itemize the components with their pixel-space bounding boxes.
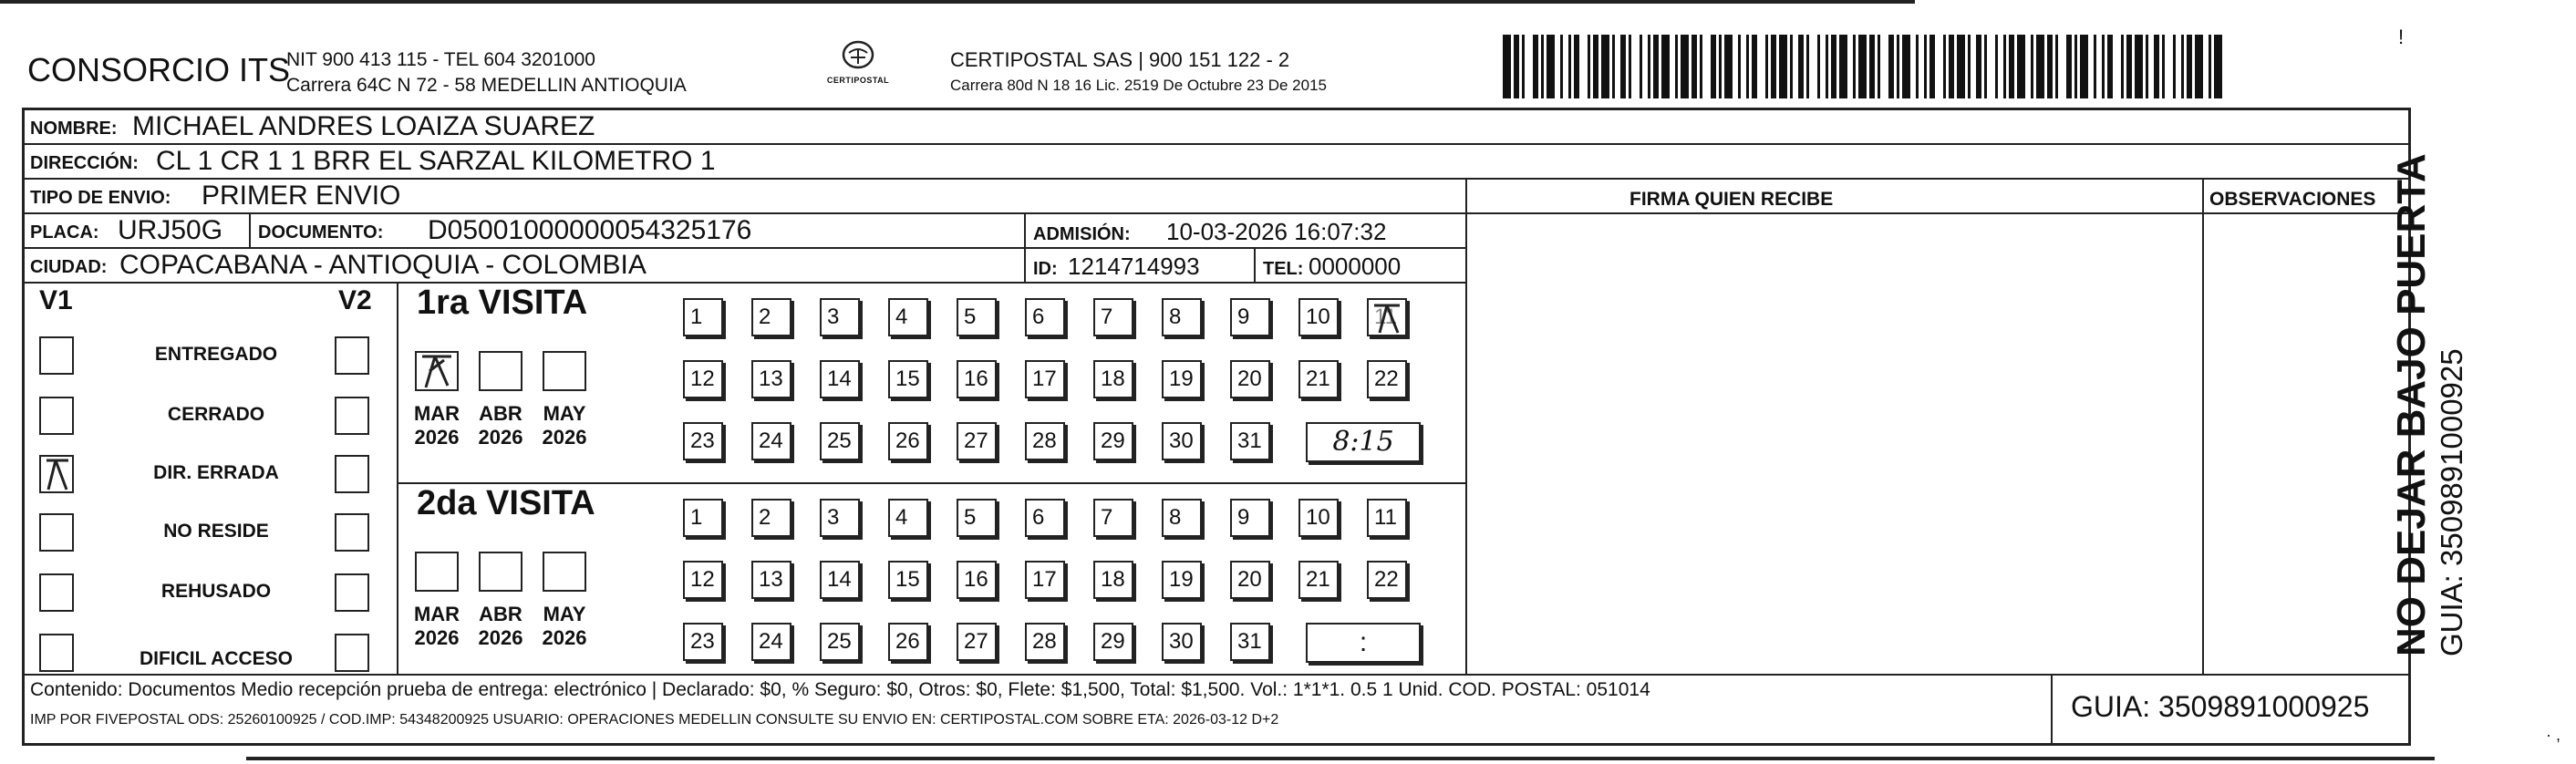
barcode-bar	[2047, 35, 2053, 98]
day-box[interactable]: 28	[1025, 422, 1065, 460]
month-label	[408, 402, 466, 449]
barcode-bar	[1593, 35, 1598, 98]
name-label: NOMBRE:	[30, 119, 118, 139]
barcode-bar	[1700, 35, 1702, 98]
barcode-bar	[1533, 35, 1538, 98]
barcode-bar	[2074, 35, 2077, 98]
day-box[interactable]: 6	[1025, 499, 1065, 537]
visit2-status-checkbox[interactable]	[335, 336, 369, 375]
day-box[interactable]	[1367, 298, 1407, 336]
admission-divider	[1024, 212, 1026, 282]
day-box[interactable]: 2	[751, 298, 791, 336]
row-divider	[25, 143, 2408, 145]
barcode-bar	[1547, 35, 1555, 98]
company-name: CONSORCIO ITS	[27, 51, 291, 88]
barcode-bar	[1514, 35, 1519, 98]
barcode-bar	[1612, 35, 1615, 98]
carrier-line: CERTIPOSTAL SAS | 900 151 122 - 2	[950, 48, 1290, 71]
barcode-bar	[2214, 35, 2222, 98]
barcode-bar	[1878, 35, 1880, 98]
barcode-bar	[2107, 35, 2113, 98]
day-box[interactable]: 4	[888, 298, 928, 336]
barcode-bar	[2036, 35, 2044, 98]
barcode-bar	[1588, 35, 1590, 98]
no-dejar-notice: NO DEJAR BAJO PUERTA	[2389, 153, 2434, 656]
status-option-label: DIFICIL ACCESO	[139, 648, 293, 669]
barcode-bar	[2094, 35, 2096, 98]
day-box[interactable]: 25	[820, 623, 860, 661]
id-label: ID:	[1033, 259, 1058, 279]
visit2-status-checkbox[interactable]	[335, 513, 369, 552]
logo-text: CERTIPOSTAL	[826, 76, 890, 85]
barcode-bar	[1943, 35, 1946, 98]
row-divider	[25, 212, 2408, 214]
month-checkbox[interactable]	[479, 351, 522, 391]
visit2-status-checkbox[interactable]	[335, 573, 369, 612]
month-checkbox[interactable]	[479, 552, 522, 592]
status-divider	[397, 282, 398, 674]
day-box[interactable]: 22	[1367, 360, 1407, 398]
barcode-bar	[1711, 35, 1716, 98]
barcode-bar	[1798, 35, 1804, 98]
bottom-cut-line	[246, 757, 2435, 760]
day-box[interactable]: 5	[957, 499, 997, 537]
barcode-bar	[1779, 35, 1787, 98]
barcode-bar	[1691, 35, 1697, 98]
day-box[interactable]: 23	[683, 422, 723, 460]
month-label	[535, 603, 594, 650]
side-guia: GUIA: 3509891000925	[2435, 348, 2468, 656]
day-box[interactable]: 14	[820, 561, 860, 599]
day-box[interactable]: 1	[683, 298, 723, 336]
day-box[interactable]: 27	[957, 422, 997, 460]
barcode-bar	[1984, 35, 1987, 98]
barcode-bar	[1929, 35, 1935, 98]
month-name: MAR	[413, 603, 460, 625]
day-box[interactable]: 10	[1298, 298, 1339, 336]
month-label	[471, 603, 530, 650]
barcode-bar	[1601, 35, 1609, 98]
month-name: MAY	[543, 603, 586, 625]
day-box[interactable]: 3	[820, 499, 860, 537]
visit1-status-checkbox[interactable]	[39, 397, 74, 435]
barcode-bar	[1574, 35, 1579, 98]
barcode-bar	[1957, 35, 1965, 98]
content-summary: Contenido: Documentos Medio recepción prueba de entrega: electrónico | Declarado: $0, % Seguro: $0, Otros: $0, Flete: $1,500, Total: $1,500. Vol.: 1*1*1. 0.5 1 Unid. COD. POSTAL: 051014	[30, 679, 1650, 700]
barcode-bar	[2017, 35, 2025, 98]
barcode	[1503, 35, 2223, 98]
row-divider	[25, 247, 1465, 249]
observations-divider	[2202, 178, 2204, 674]
day-box[interactable]: 18	[1093, 561, 1133, 599]
status-option-label: ENTREGADO	[154, 344, 278, 365]
barcode-bar	[1771, 35, 1776, 98]
barcode-bar	[1541, 35, 1544, 98]
barcode-bar	[1897, 35, 1899, 98]
recipient-address: CL 1 CR 1 1 BRR EL SARZAL KILOMETRO 1	[156, 146, 716, 176]
document-label: DOCUMENTO:	[258, 222, 384, 243]
id-value: 1214714993	[1068, 253, 1200, 280]
month-checkbox[interactable]	[415, 552, 459, 592]
month-name: MAR	[413, 402, 460, 425]
month-checkbox[interactable]	[415, 351, 459, 391]
guia-divider	[2051, 674, 2053, 743]
barcode-bar	[1853, 35, 1856, 98]
visit1-column-header: V1	[39, 285, 73, 315]
barcode-bar	[1724, 35, 1733, 98]
barcode-bar	[1560, 35, 1563, 98]
visit-title: 1ra VISITA	[417, 284, 588, 322]
status-option-label: NO RESIDE	[163, 521, 269, 542]
barcode-bar	[1888, 35, 1894, 98]
day-box[interactable]: 7	[1093, 298, 1133, 336]
barcode-bar	[1648, 35, 1650, 98]
barcode-bar	[2126, 35, 2132, 98]
barcode-bar	[1869, 35, 1875, 98]
barcode-bar	[2187, 35, 2192, 98]
day-box[interactable]: 23	[683, 623, 723, 661]
nit-line: NIT 900 413 115 - TEL 604 3201000	[286, 49, 595, 70]
barcode-bar	[1826, 35, 1828, 98]
logo-emblem-icon	[840, 40, 876, 71]
day-box[interactable]: 25	[820, 422, 860, 460]
day-box[interactable]: 30	[1162, 623, 1202, 661]
month-year: 2026	[542, 626, 587, 649]
barcode-bar	[1806, 35, 1809, 98]
barcode-bar	[1746, 35, 1749, 98]
day-box[interactable]: 19	[1162, 561, 1202, 599]
day-box[interactable]: 29	[1093, 623, 1133, 661]
day-box[interactable]: 26	[888, 422, 928, 460]
day-box[interactable]: 31	[1230, 422, 1270, 460]
day-box[interactable]: 9	[1230, 499, 1270, 537]
barcode-bar	[1653, 35, 1659, 98]
barcode-bar	[2146, 35, 2148, 98]
day-box[interactable]: 26	[888, 623, 928, 661]
plate-divider	[249, 212, 251, 247]
barcode-bar	[2080, 35, 2088, 98]
barcode-bar	[1503, 35, 1511, 98]
barcode-bar	[1681, 35, 1689, 98]
barcode-bar	[1752, 35, 1757, 98]
status-option-label: REHUSADO	[160, 581, 272, 602]
day-box[interactable]: 17	[1025, 360, 1065, 398]
day-box[interactable]: 17	[1025, 561, 1065, 599]
day-box[interactable]: 28	[1025, 623, 1065, 661]
month-name: ABR	[479, 402, 522, 425]
visit-time-field[interactable]: 8:15	[1306, 422, 1421, 462]
document-value: D05001000000054325176	[428, 215, 752, 245]
barcode-bar	[1968, 35, 1971, 98]
barcode-bar	[2009, 35, 2014, 98]
barcode-bar	[1765, 35, 1768, 98]
day-box[interactable]: 13	[751, 360, 791, 398]
day-box[interactable]: 9	[1230, 298, 1270, 336]
visit-title: 2da VISITA	[417, 484, 595, 522]
day-box[interactable]: 22	[1367, 561, 1407, 599]
tel-label: TEL:	[1263, 259, 1304, 279]
barcode-bar	[2102, 35, 2105, 98]
recipient-name: MICHAEL ANDRES LOAIZA SUAREZ	[132, 111, 595, 141]
day-box[interactable]: 29	[1093, 422, 1133, 460]
barcode-bar	[1640, 35, 1642, 98]
plate-value: URJ50G	[118, 215, 223, 245]
day-box[interactable]: 13	[751, 561, 791, 599]
visit1-status-checkbox[interactable]	[39, 634, 74, 672]
day-box[interactable]: 18	[1093, 360, 1133, 398]
visit2-status-checkbox[interactable]	[335, 634, 369, 672]
row-divider	[25, 178, 2408, 180]
guia-number: GUIA: 3509891000925	[2071, 690, 2370, 723]
barcode-bar	[1661, 35, 1670, 98]
side-notice	[2389, 153, 2469, 656]
day-box[interactable]: 15	[888, 561, 928, 599]
company-info	[286, 47, 687, 98]
barcode-bar	[1902, 35, 1910, 98]
day-box[interactable]: 20	[1230, 360, 1270, 398]
month-label	[408, 603, 466, 650]
barcode-bar	[2195, 35, 2203, 98]
month-checkbox[interactable]	[543, 552, 586, 592]
month-year: 2026	[414, 426, 460, 449]
top-cut-line	[0, 0, 1915, 4]
day-box[interactable]: 20	[1230, 561, 1270, 599]
day-box[interactable]: 7	[1093, 499, 1133, 537]
barcode-bar	[2066, 35, 2072, 98]
plate-label: PLACA:	[30, 222, 99, 243]
city-value: COPACABANA - ANTIOQUIA - COLOMBIA	[119, 250, 647, 280]
visit1-status-checkbox[interactable]	[39, 455, 74, 493]
admission-label: ADMISIÓN:	[1033, 224, 1131, 244]
delivery-form	[22, 108, 2411, 746]
visit2-status-checkbox[interactable]	[335, 397, 369, 435]
barcode-bar	[2154, 35, 2159, 98]
barcode-bar	[1790, 35, 1793, 98]
barcode-bar	[1719, 35, 1722, 98]
corner-mark: !	[2398, 26, 2405, 48]
day-box[interactable]: 21	[1298, 360, 1339, 398]
check-mark-icon	[41, 457, 72, 491]
print-info: IMP POR FIVEPOSTAL ODS: 25260100925 / COD.IMP: 54348200925 USUARIO: OPERACIONES MEDELLIN CONSULTE SU ENVIO EN: CERTIPOSTAL.COM SOBRE ETA: 2026-03-12 D+2	[30, 712, 1279, 728]
barcode-bar	[2209, 35, 2211, 98]
day-box[interactable]: 12	[683, 360, 723, 398]
admission-value: 10-03-2026 16:07:32	[1166, 218, 1387, 245]
barcode-bar	[1995, 35, 1998, 98]
day-box[interactable]: 24	[751, 422, 791, 460]
month-year: 2026	[478, 626, 523, 649]
day-box[interactable]: 8	[1162, 298, 1202, 336]
day-box[interactable]: 5	[957, 298, 997, 336]
day-box[interactable]: 6	[1025, 298, 1065, 336]
day-box[interactable]: 10	[1298, 499, 1339, 537]
observations-header: OBSERVACIONES	[2209, 189, 2376, 210]
barcode-bar	[1738, 35, 1741, 98]
status-option-label: CERRADO	[167, 404, 265, 425]
day-box[interactable]: 2	[751, 499, 791, 537]
day-box[interactable]: 24	[751, 623, 791, 661]
barcode-bar	[2055, 35, 2058, 98]
barcode-bar	[1976, 35, 1981, 98]
day-box[interactable]: 21	[1298, 561, 1339, 599]
visit2-status-checkbox[interactable]	[335, 455, 369, 493]
month-label	[471, 402, 530, 449]
month-year: 2026	[542, 426, 587, 449]
day-number: 11	[1374, 305, 1397, 329]
barcode-bar	[1839, 35, 1847, 98]
status-option-label: DIR. ERRADA	[153, 462, 279, 483]
visit1-status-checkbox[interactable]	[39, 336, 74, 375]
certipostal-logo	[826, 40, 890, 85]
barcode-bar	[2181, 35, 2184, 98]
barcode-bar	[2135, 35, 2143, 98]
visit-time-field[interactable]: :	[1306, 623, 1421, 663]
edge-mark: · ,	[2546, 726, 2560, 744]
day-box[interactable]: 3	[820, 298, 860, 336]
tel-value: 0000000	[1309, 253, 1402, 280]
barcode-bar	[1522, 35, 1525, 98]
barcode-bar	[1675, 35, 1678, 98]
month-name: ABR	[479, 603, 522, 625]
barcode-bar	[2031, 35, 2033, 98]
barcode-bar	[1629, 35, 1631, 98]
signature-divider	[1465, 178, 1467, 674]
day-box[interactable]: 12	[683, 561, 723, 599]
barcode-bar	[1817, 35, 1820, 98]
day-box[interactable]: 15	[888, 360, 928, 398]
day-box[interactable]: 31	[1230, 623, 1270, 661]
city-label: CIUDAD:	[30, 257, 108, 277]
barcode-bar	[1831, 35, 1836, 98]
license-line: Carrera 80d N 18 16 Lic. 2519 De Octubre 23 De 2015	[950, 77, 1327, 94]
month-year: 2026	[414, 626, 460, 649]
month-checkbox[interactable]	[543, 351, 586, 391]
day-box[interactable]: 16	[957, 561, 997, 599]
barcode-bar	[1924, 35, 1927, 98]
company-address: Carrera 64C N 72 - 58 MEDELLIN ANTIOQUIA	[286, 75, 687, 96]
day-box[interactable]: 11	[1367, 499, 1407, 537]
day-box[interactable]: 30	[1162, 422, 1202, 460]
month-label	[535, 402, 594, 449]
barcode-bar	[1568, 35, 1571, 98]
day-box[interactable]: 1	[683, 499, 723, 537]
address-label: DIRECCIÓN:	[30, 153, 139, 173]
barcode-bar	[1949, 35, 1954, 98]
day-box[interactable]: 14	[820, 360, 860, 398]
check-mark-icon	[417, 353, 457, 389]
send-type-label: TIPO DE ENVIO:	[30, 188, 171, 208]
barcode-bar	[2121, 35, 2124, 98]
row-divider	[25, 282, 1465, 284]
day-box[interactable]: 27	[957, 623, 997, 661]
tel-divider	[1254, 247, 1256, 282]
day-box[interactable]: 8	[1162, 499, 1202, 537]
barcode-bar	[2162, 35, 2165, 98]
month-year: 2026	[478, 426, 523, 449]
visit1-status-checkbox[interactable]	[39, 513, 74, 552]
barcode-bar	[1858, 35, 1867, 98]
send-type: PRIMER ENVIO	[202, 181, 401, 211]
visit2-column-header: V2	[338, 285, 372, 315]
barcode-bar	[1916, 35, 1919, 98]
day-box[interactable]: 19	[1162, 360, 1202, 398]
month-name: MAY	[543, 402, 586, 425]
day-box[interactable]: 4	[888, 499, 928, 537]
signature-header: FIRMA QUIEN RECIBE	[1629, 189, 1834, 210]
visit1-status-checkbox[interactable]	[39, 573, 74, 612]
barcode-bar	[2173, 35, 2176, 98]
day-box[interactable]: 16	[957, 360, 997, 398]
carrier-info	[950, 47, 1327, 98]
barcode-bar	[2003, 35, 2006, 98]
barcode-bar	[1620, 35, 1626, 98]
